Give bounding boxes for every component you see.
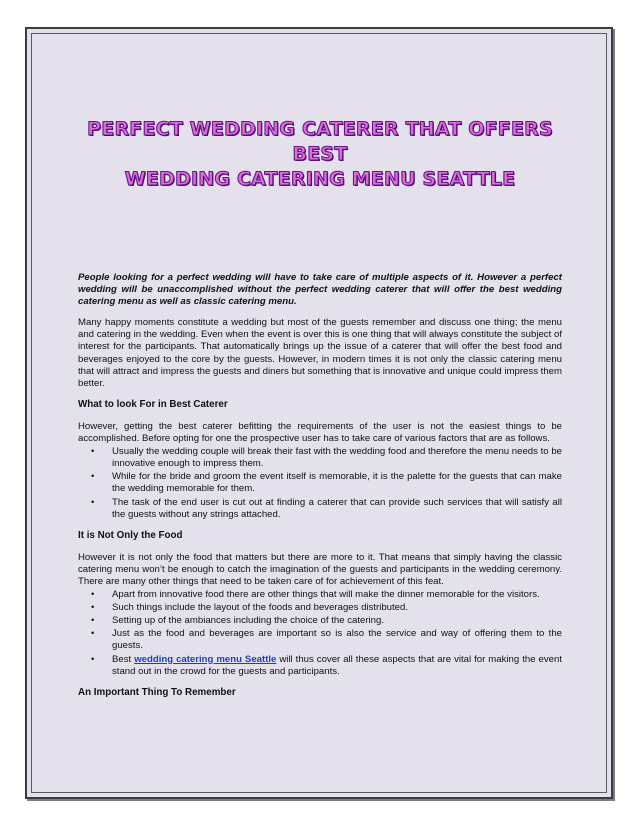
section-heading-best-caterer: What to look For in Best Caterer [78, 398, 228, 410]
list-item-text: While for the bride and groom the event itself is memorable, it is the palette for the guests that can make the wedding memorable for them. [112, 471, 562, 495]
title-line-2: WEDDING CATERING MENU SEATTLE [124, 168, 516, 190]
section-1-bullet-list [78, 446, 562, 521]
section-2-bullet-list [78, 589, 562, 678]
bullet-icon: • [91, 628, 95, 640]
bullet-icon: • [91, 446, 95, 458]
body-paragraph-1: Many happy moments constitute a wedding but most of the guests remember and discuss one thing; the menu and catering in the wedding. Even when the event is over this is one thing that will always constitute the subject of interest for the participants. That automatically brings up the issue of a caterer that will offer the best food and beverages enjoyed to the core by the guests. However, in modern times it is not only the classic catering menu that will attract and impress the guests and diners but something that is innovative and unique could impress them better. [78, 317, 562, 389]
list-item [78, 471, 562, 495]
bullet-icon: • [91, 471, 95, 483]
list-item [78, 602, 562, 614]
bullet-icon: • [91, 602, 95, 614]
bullet-icon: • [91, 653, 95, 665]
wedding-catering-menu-link[interactable]: wedding catering menu Seattle [134, 653, 277, 665]
document-content [78, 117, 562, 709]
list-item-text: Apart from innovative food there are other things that will make the dinner memorable for the visitors. [112, 589, 540, 601]
bullet-icon: • [91, 615, 95, 627]
bullet-icon: • [91, 589, 95, 601]
list-item-text: Usually the wedding couple will break their fast with the wedding food and therefore the menu needs to be innovative enough to impress them. [112, 446, 562, 470]
list-item [78, 589, 562, 601]
list-item-text: Setting up of the ambiances including the choice of the catering. [112, 615, 384, 627]
list-item-text: The task of the end user is cut out at finding a caterer that can provide such services that will satisfy all the guests without any strings attached. [112, 496, 562, 520]
document-title [78, 117, 562, 192]
list-item [78, 446, 562, 470]
list-item [78, 497, 562, 521]
list-item [78, 628, 562, 652]
list-item-text: Such things include the layout of the foods and beverages distributed. [112, 602, 409, 614]
section-2-paragraph: However it is not only the food that matters but there are more to it. That means that simply having the classic catering menu won’t be enough to catch the imagination of the guests and participants in the wedding ceremony. There are many other things that need to be taken care of for achievement of this feat. [78, 551, 562, 587]
section-heading-not-only-food: It is Not Only the Food [78, 529, 183, 541]
section-1-paragraph: However, getting the best caterer befitting the requirements of the user is not the easiest things to be accomplished. Before opting for one the prospective user has to take care of various factors that are as follows. [78, 420, 562, 445]
title-line-1: PERFECT WEDDING CATERER THAT OFFERS BEST [87, 118, 553, 165]
intro-paragraph: People looking for a perfect wedding will have to take care of multiple aspects of it. However a perfect wedding will be unaccomplished without the perfect wedding caterer that will offer the best wedding catering menu as well as classic catering menu. [78, 272, 562, 308]
list-item-text-after-link: will thus cover all these aspects that are vital for making the event stand out in the crowd for the guests and participants. [112, 653, 562, 677]
list-item [78, 615, 562, 627]
list-item-text: Just as the food and beverages are important so is also the service and way of offering them to the guests. [112, 628, 562, 652]
bullet-icon: • [91, 496, 95, 508]
list-item [78, 654, 562, 678]
list-item-text-before-link: Best [112, 653, 135, 665]
section-heading-important-thing: An Important Thing To Remember [78, 686, 236, 698]
